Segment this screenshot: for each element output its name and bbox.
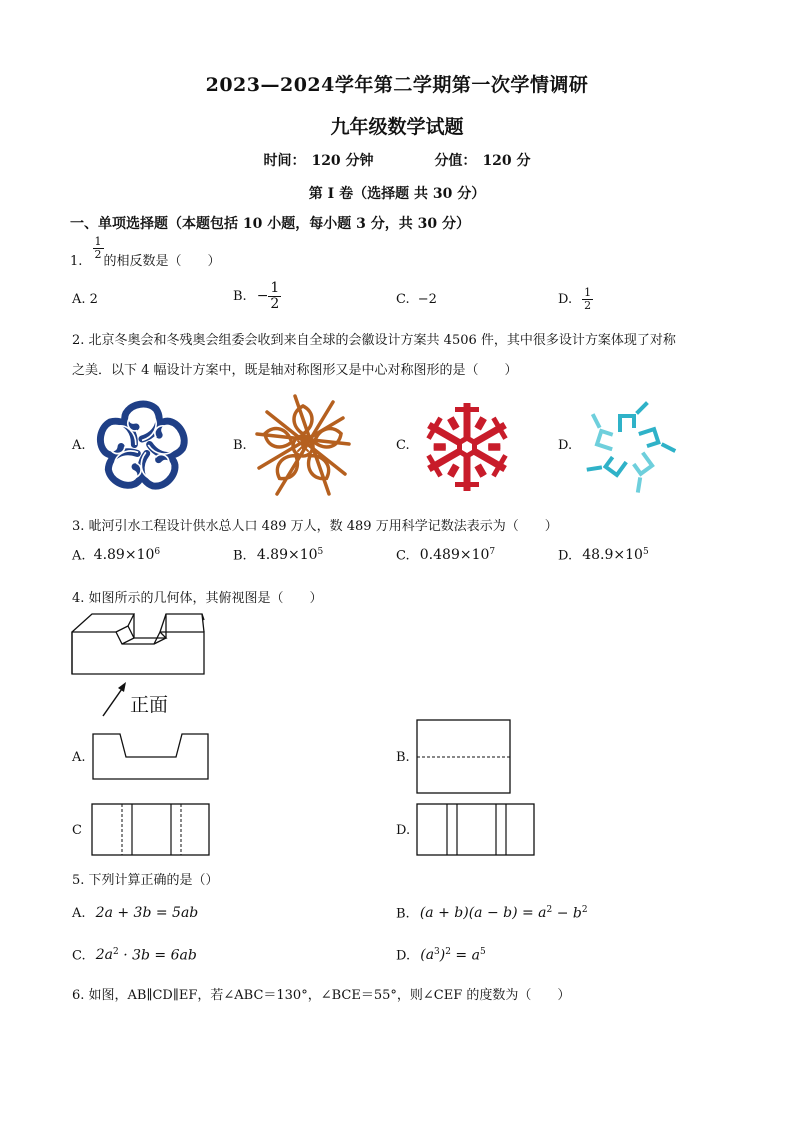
option-value: 2 (89, 292, 98, 307)
question-5: 5. 下列计算正确的是（） (72, 873, 219, 888)
exponent: 2 (445, 947, 451, 957)
exponent: 3 (434, 947, 440, 957)
fraction (268, 281, 281, 311)
emblem-c-snowflake-icon (420, 402, 514, 492)
q1-option-c[interactable] (396, 292, 437, 307)
q3-option-b[interactable] (233, 547, 323, 563)
front-arrow-icon (100, 680, 130, 718)
option-label: D. (558, 291, 573, 307)
question-2-line-1: 2. 北京冬奥会和冬残奥会组委会收到来自全球的会徽设计方案共 4506 件，其中很多设计方案体现了对称 (72, 333, 676, 348)
option-label: B. (396, 906, 410, 922)
q4-view-c-diagram (91, 803, 211, 857)
exponent: 2 (113, 947, 119, 957)
option-base: 48.9×10 (582, 547, 643, 564)
emblem-b-flower-icon (255, 390, 351, 502)
question-4: 4. 如图所示的几何体，其俯视图是（ ） (72, 591, 323, 606)
time-info (263, 150, 373, 170)
q5-option-c[interactable] (72, 947, 197, 963)
option-exponent: 7 (489, 547, 496, 557)
ice-segment (623, 454, 659, 490)
option-expression: · 3b = 6ab (118, 947, 197, 964)
ice-segment (586, 416, 619, 449)
exam-meta (0, 150, 794, 170)
denominator: 2 (584, 298, 592, 312)
exponent: 2 (546, 905, 553, 915)
q3-option-c[interactable] (396, 547, 495, 563)
option-base: 0.489×10 (419, 547, 490, 564)
q4-view-b-diagram (416, 719, 512, 795)
option-label: C. (396, 548, 410, 564)
exam-subtitle: 九年级数学试题 (330, 116, 464, 138)
numerator: 1 (584, 286, 592, 299)
option-exponent: 5 (642, 547, 649, 557)
option-label: D. (396, 948, 411, 964)
q4-option-b-label[interactable]: B. (396, 750, 410, 765)
emblem-a-knot-icon (95, 400, 189, 494)
minus-sign: − (256, 288, 269, 305)
score-label: 分值： (434, 153, 477, 169)
q2-option-a-label[interactable]: A. (72, 438, 86, 453)
fraction (93, 236, 104, 260)
option-expression: − b (552, 905, 582, 922)
option-exponent: 5 (317, 547, 324, 557)
q4-option-a-label[interactable]: A. (72, 750, 86, 765)
option-expression: (a + b)(a − b) = a (419, 905, 547, 922)
score-info (434, 150, 530, 170)
notch-edge (122, 638, 134, 644)
emblem-d-ice-icon (582, 400, 674, 492)
numerator: 1 (270, 280, 280, 296)
time-value: 120 分钟 (311, 153, 374, 169)
denominator: 2 (94, 247, 102, 261)
option-label: A. (72, 548, 86, 564)
option-label: D. (558, 548, 573, 564)
option-label: C. (396, 292, 410, 307)
ice-segment (641, 425, 674, 458)
q4-view-a-diagram (92, 733, 210, 781)
option-label: B. (233, 288, 247, 304)
q5-option-b[interactable] (396, 905, 588, 921)
fraction (582, 287, 593, 311)
ice-segment (620, 404, 646, 430)
option-label: C. (72, 948, 86, 964)
q4-option-c-label[interactable]: C (72, 823, 82, 838)
denominator: 2 (270, 295, 280, 312)
q3-option-d[interactable] (558, 547, 649, 563)
question-1 (70, 235, 221, 269)
numerator: 1 (94, 235, 102, 248)
option-expression: ) (439, 947, 446, 964)
option-expression: (a (420, 947, 435, 964)
q2-option-b-label[interactable]: B. (233, 438, 247, 453)
question-2-line-2: 之美．以下 4 幅设计方案中，既是轴对称图形又是中心对称图形的是（ ） (72, 363, 518, 378)
q1-option-d[interactable] (558, 287, 593, 311)
option-exponent: 6 (154, 547, 161, 557)
option-expression: 2a + 3b = 5ab (95, 905, 199, 921)
section-heading: 一、单项选择题（本题包括 10 小题，每小题 3 分，共 30 分） (70, 216, 470, 232)
exponent: 2 (581, 905, 588, 915)
top-left-face (72, 614, 134, 632)
option-expression: 2a (95, 947, 114, 964)
option-label: B. (233, 548, 247, 564)
option-label: A. (72, 906, 86, 921)
question-6: 6. 如图，AB∥CD∥EF，若∠ABC＝130°，∠BCE＝55°，则∠CEF 的度数为（ ） (72, 988, 571, 1003)
q1-option-a[interactable] (72, 292, 98, 307)
question-3: 3. 呲河引水工程设计供水总人口 489 万人，数 489 万用科学记数法表示为（ ） (72, 519, 558, 534)
question-text: 的相反数是（ ） (103, 253, 221, 269)
q1-option-b[interactable] (233, 281, 281, 311)
option-base: 4.89×10 (256, 547, 318, 564)
option-label: A. (72, 292, 86, 307)
question-number: 1. (70, 253, 83, 269)
solid-figure-diagram (70, 610, 210, 680)
ice-segment (589, 448, 625, 484)
q5-option-a[interactable] (72, 905, 198, 921)
q3-option-a[interactable] (72, 547, 160, 563)
front-label: 正面 (130, 694, 169, 716)
q4-view-d-diagram (416, 803, 536, 857)
exponent: 5 (479, 947, 486, 957)
score-value: 120 分 (482, 153, 531, 169)
volume-heading: 第 I 卷（选择题 共 30 分） (308, 186, 486, 202)
option-value: −2 (417, 292, 437, 307)
time-label: 时间： (263, 153, 306, 169)
q5-option-d[interactable] (396, 947, 486, 963)
top-edge (116, 626, 128, 632)
option-expression: = a (450, 947, 480, 964)
exam-title: 2023—2024学年第二学期第一次学情调研 (205, 74, 589, 96)
q2-option-d-label[interactable]: D. (558, 438, 573, 453)
option-base: 4.89×10 (93, 547, 155, 564)
q4-option-d-label[interactable]: D. (396, 823, 411, 838)
q2-option-c-label[interactable]: C. (396, 438, 410, 453)
